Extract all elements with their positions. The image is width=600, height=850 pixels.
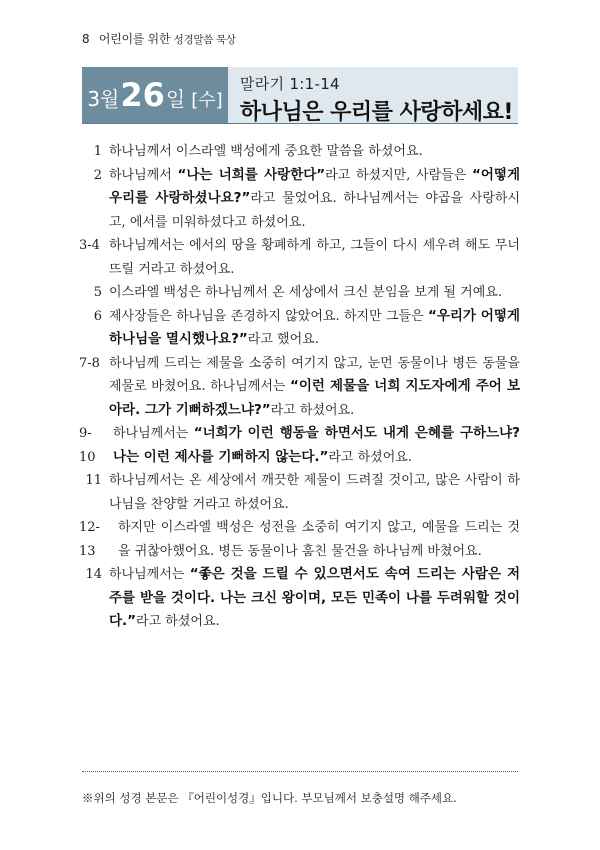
verse-text: 하나님께 드리는 제물을 소중히 여기지 않고, 눈먼 동물이나 병든 동물을 제물로 바쳤어요. 하나님께서는 <box>109 355 520 394</box>
verse <box>80 516 520 563</box>
verse-text: 하나님께서는 <box>113 426 194 441</box>
verse-text: 하나님께서 이스라엘 백성에게 중요한 말씀을 하셨어요. <box>109 144 423 159</box>
verse-quote: “좋은 것을 드릴 수 있으면서도 속여 드리는 사람은 저주를 받을 것이다. 나는 크신 왕이며, 모든 민족이 나를 두려워할 것이다.” <box>109 566 520 629</box>
verse <box>80 140 520 164</box>
verse-quote: “어떻게 우리를 사랑하셨나요?” <box>109 166 520 206</box>
verse <box>80 422 520 469</box>
date-day-unit: 일 <box>165 87 186 111</box>
verse-text: 라고 하셨지만, 사람들은 <box>325 167 472 183</box>
verse-text: 하지만 이스라엘 백성은 성전을 소중히 여기지 않고, 예물을 드리는 것을 귀찮아했어요. 병든 동물이나 훔친 물건을 하나님께 바쳤어요. <box>118 520 520 559</box>
verse-number: 1 <box>93 144 102 159</box>
verse-text: 하나님께서는 온 세상에서 깨끗한 제물이 드려질 것이고, 많은 사람이 하나님을 찬양할 거라고 하셨어요. <box>109 473 520 512</box>
verse-text: 이스라엘 백성은 하나님께서 온 세상에서 크신 분임을 보게 될 거예요. <box>109 285 502 300</box>
verse <box>80 469 520 516</box>
verse <box>80 305 520 352</box>
page-title: 하나님은 우리를 사랑하세요! <box>240 100 513 125</box>
verse-quote: “너희가 이런 행동을 하면서도 내게 은혜를 구하느냐? 나는 이런 제사를 기뻐하지 않는다.” <box>113 425 520 465</box>
verse-text: 라고 하셨어요. <box>328 449 412 465</box>
verse <box>80 352 520 423</box>
verse <box>80 234 520 281</box>
title-box <box>82 67 518 124</box>
verse-list <box>80 140 520 634</box>
footer-divider <box>82 771 518 772</box>
verse-text: 제사장들은 하나님을 존경하지 않았어요. 하지만 그들은 <box>109 308 428 324</box>
verse-number: 9-10 <box>79 426 96 465</box>
book-title: 어린이를 위한 <box>98 32 171 46</box>
verse-quote: “우리가 어떻게 하나님을 멸시했나요?” <box>109 307 520 347</box>
verse-number: 6 <box>93 308 102 324</box>
verse-number: 2 <box>93 167 102 183</box>
verse-text: 라고 했어요. <box>247 332 319 347</box>
date-day: 26 <box>120 76 165 114</box>
verse <box>80 281 520 305</box>
date-month: 3월 <box>87 87 120 111</box>
verse-text: 하나님께서는 <box>109 567 190 582</box>
verse-number: 14 <box>85 567 102 582</box>
verse-quote: “나는 너희를 사랑한다” <box>177 166 326 183</box>
verse-number: 12-13 <box>79 520 100 559</box>
verse-number: 11 <box>85 473 102 488</box>
verse-number: 7-8 <box>79 355 100 371</box>
verse <box>80 164 520 235</box>
book-subtitle: 성경말씀 묵상 <box>173 34 236 46</box>
page-number: 8 <box>82 32 90 46</box>
scripture-reference: 말라기 1:1-14 <box>240 75 340 93</box>
verse-text: 라고 하셨어요. <box>270 402 355 418</box>
page-header <box>82 30 236 47</box>
verse-text: 하나님께서 <box>109 167 178 183</box>
verse-quote: “이런 제물을 너희 지도자에게 주어 보아라. 그가 기뻐하겠느냐?” <box>109 378 520 418</box>
verse-text: 라고 하셨어요. <box>136 614 220 629</box>
verse <box>80 563 520 634</box>
date-weekday: [수] <box>191 90 223 111</box>
title-text <box>228 67 518 123</box>
footnote: ※위의 성경 본문은 『어린이성경』입니다. 부모님께서 보충설명 해주세요. <box>82 791 457 805</box>
verse-number: 3-4 <box>79 238 100 253</box>
verse-text: 라고 물었어요. 하나님께서는 야곱을 사랑하시고, 에서를 미워하셨다고 하셨어요. <box>109 191 521 230</box>
verse-number: 5 <box>93 285 102 300</box>
date-block <box>82 67 228 123</box>
verse-text: 하나님께서는 에서의 땅을 황폐하게 하고, 그들이 다시 세우려 해도 무너뜨릴 거라고 하셨어요. <box>109 238 520 277</box>
